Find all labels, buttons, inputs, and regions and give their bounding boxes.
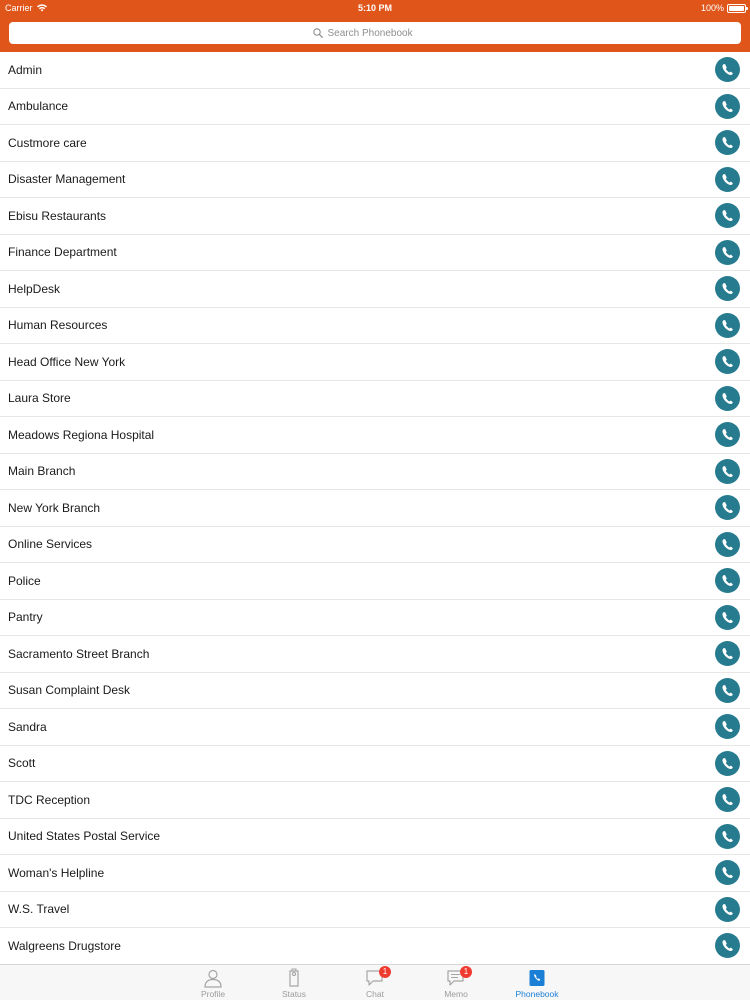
- call-button[interactable]: [715, 532, 740, 557]
- list-item[interactable]: [0, 709, 750, 746]
- call-button[interactable]: [715, 495, 740, 520]
- list-item[interactable]: [0, 782, 750, 819]
- phone-icon: [721, 63, 734, 76]
- phone-icon: [721, 720, 734, 733]
- contact-name: Main Branch: [8, 464, 76, 479]
- list-item[interactable]: [0, 892, 750, 929]
- call-button[interactable]: [715, 751, 740, 776]
- search-icon: [313, 28, 323, 38]
- list-item[interactable]: [0, 928, 750, 964]
- call-button[interactable]: [715, 641, 740, 666]
- tab-phonebook[interactable]: [497, 965, 578, 1000]
- call-button[interactable]: [715, 276, 740, 301]
- phone-icon: [721, 209, 734, 222]
- contact-name: Sandra: [8, 719, 47, 734]
- call-button[interactable]: [715, 714, 740, 739]
- call-button[interactable]: [715, 787, 740, 812]
- list-item[interactable]: [0, 746, 750, 783]
- contact-name: Scott: [8, 756, 36, 771]
- call-button[interactable]: [715, 568, 740, 593]
- battery-indicator: [701, 3, 746, 13]
- phone-icon: [721, 501, 734, 514]
- call-button[interactable]: [715, 94, 740, 119]
- phone-icon: [721, 574, 734, 587]
- contact-name: Disaster Management: [8, 172, 126, 187]
- contact-name: Laura Store: [8, 391, 71, 406]
- app-header: [0, 0, 750, 52]
- contact-name: New York Branch: [8, 500, 101, 515]
- person-icon: [203, 968, 223, 988]
- tab-label: Memo: [444, 989, 468, 999]
- call-button[interactable]: [715, 824, 740, 849]
- call-button[interactable]: [715, 203, 740, 228]
- tab-profile[interactable]: [173, 965, 254, 1000]
- call-button[interactable]: [715, 422, 740, 447]
- clock: 5:10 PM: [357, 3, 392, 13]
- call-button[interactable]: [715, 605, 740, 630]
- call-button[interactable]: [715, 240, 740, 265]
- list-item[interactable]: [0, 52, 750, 89]
- call-button[interactable]: [715, 313, 740, 338]
- contact-name: Custmore care: [8, 135, 87, 150]
- tab-status[interactable]: [254, 965, 335, 1000]
- phone-icon: [721, 100, 734, 113]
- contact-name: Meadows Regiona Hospital: [8, 427, 155, 442]
- call-button[interactable]: [715, 130, 740, 155]
- list-item[interactable]: [0, 417, 750, 454]
- battery-icon: [727, 4, 746, 13]
- tab-chat[interactable]: [335, 965, 416, 1000]
- phone-icon: [721, 465, 734, 478]
- tab-label: Phonebook: [515, 989, 559, 999]
- contact-name: TDC Reception: [8, 792, 91, 807]
- list-item[interactable]: [0, 636, 750, 673]
- list-item[interactable]: [0, 271, 750, 308]
- contact-name: Online Services: [8, 537, 93, 552]
- list-item[interactable]: [0, 490, 750, 527]
- phone-icon: [721, 903, 734, 916]
- list-item[interactable]: [0, 125, 750, 162]
- tab-label: Profile: [200, 989, 226, 999]
- phone-icon: [721, 611, 734, 624]
- status-icon: [284, 968, 304, 988]
- call-button[interactable]: [715, 897, 740, 922]
- phonebook-list: [0, 52, 750, 964]
- contact-name: HelpDesk: [8, 281, 61, 296]
- list-item[interactable]: [0, 308, 750, 345]
- call-button[interactable]: [715, 860, 740, 885]
- list-item[interactable]: [0, 600, 750, 637]
- list-item[interactable]: [0, 563, 750, 600]
- contact-name: Ambulance: [8, 99, 69, 114]
- status-bar: [0, 0, 750, 16]
- list-item[interactable]: [0, 454, 750, 491]
- contact-name: Pantry: [8, 610, 43, 625]
- tab-memo[interactable]: [416, 965, 497, 1000]
- call-button[interactable]: [715, 933, 740, 958]
- search-input[interactable]: [328, 28, 438, 39]
- list-item[interactable]: [0, 527, 750, 564]
- contact-name: Head Office New York: [8, 354, 126, 369]
- list-item[interactable]: [0, 673, 750, 710]
- phone-icon: [721, 136, 734, 149]
- phone-icon: [721, 319, 734, 332]
- contact-name: Sacramento Street Branch: [8, 646, 150, 661]
- tab-label: Status: [281, 989, 307, 999]
- list-item[interactable]: [0, 162, 750, 199]
- phone-icon: [721, 793, 734, 806]
- contact-name: Police: [8, 573, 41, 588]
- phone-icon: [721, 392, 734, 405]
- memo-badge: 1: [460, 966, 472, 978]
- contact-name: Susan Complaint Desk: [8, 683, 131, 698]
- tab-label: Chat: [366, 989, 384, 999]
- chat-badge: 1: [379, 966, 391, 978]
- contact-name: Finance Department: [8, 245, 117, 260]
- list-item[interactable]: [0, 381, 750, 418]
- call-button[interactable]: [715, 167, 740, 192]
- list-item[interactable]: [0, 855, 750, 892]
- list-item[interactable]: [0, 344, 750, 381]
- phone-icon: [721, 757, 734, 770]
- contact-name: W.S. Travel: [8, 902, 70, 917]
- phone-book-icon: [527, 968, 547, 988]
- list-item[interactable]: [0, 89, 750, 126]
- phone-icon: [721, 282, 734, 295]
- phone-icon: [721, 866, 734, 879]
- contact-name: Walgreens Drugstore: [8, 938, 121, 953]
- contact-name: United States Postal Service: [8, 829, 161, 844]
- contact-name: Woman's Helpline: [8, 865, 105, 880]
- list-item[interactable]: [0, 198, 750, 235]
- phone-icon: [721, 830, 734, 843]
- phone-icon: [721, 538, 734, 551]
- contact-name: Admin: [8, 62, 43, 77]
- tab-bar: [0, 964, 750, 1000]
- phone-icon: [721, 355, 734, 368]
- carrier-label: Carrier: [5, 3, 33, 13]
- phone-icon: [721, 246, 734, 259]
- call-button[interactable]: [715, 349, 740, 374]
- call-button[interactable]: [715, 57, 740, 82]
- phone-icon: [721, 684, 734, 697]
- list-item[interactable]: [0, 819, 750, 856]
- phone-icon: [721, 428, 734, 441]
- battery-percent: 100%: [700, 3, 724, 13]
- contact-name: Human Resources: [8, 318, 108, 333]
- search-bar[interactable]: [9, 22, 741, 44]
- contact-name: Ebisu Restaurants: [8, 208, 107, 223]
- call-button[interactable]: [715, 386, 740, 411]
- call-button[interactable]: [715, 459, 740, 484]
- call-button[interactable]: [715, 678, 740, 703]
- phone-icon: [721, 173, 734, 186]
- phone-icon: [721, 647, 734, 660]
- phone-icon: [721, 939, 734, 952]
- list-item[interactable]: [0, 235, 750, 272]
